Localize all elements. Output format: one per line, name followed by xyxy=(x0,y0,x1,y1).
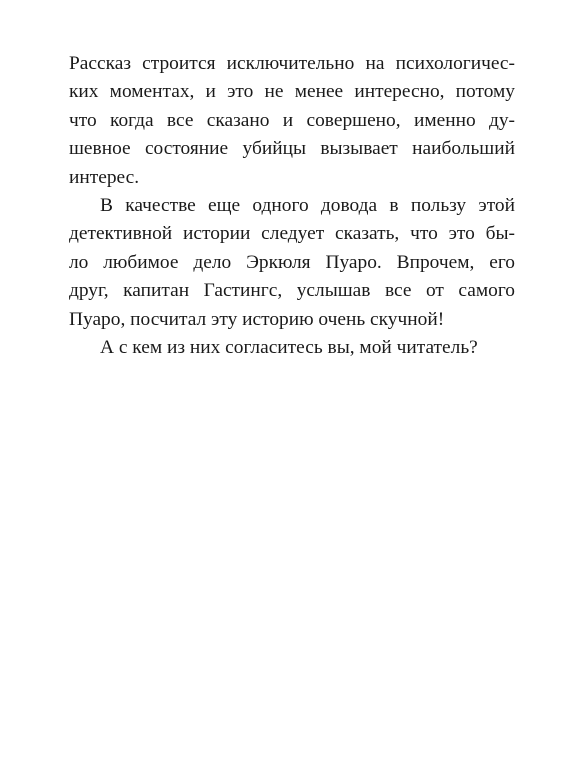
text-line: А с кем из них согласитесь вы, мой читатель? xyxy=(100,336,478,358)
text-line: Рассказ строится исключительно на психологичес- xyxy=(69,53,515,74)
text-line: Пуаро, посчитал эту историю очень скучной! xyxy=(69,308,445,330)
text-line: ких моментах, и это не менее интересно, потому xyxy=(69,81,515,103)
text-line: интерес. xyxy=(69,166,140,188)
paragraph xyxy=(69,192,515,334)
paragraph xyxy=(69,334,515,362)
text-line: ло любимое дело Эркюля Пуаро. Впрочем, его xyxy=(69,251,515,273)
text-line: друг, капитан Гастингс, услышав все от самого xyxy=(69,280,515,302)
text-line: что когда все сказано и совершено, именно ду- xyxy=(69,109,515,131)
body-text xyxy=(69,50,515,362)
text-line: детективной истории следует сказать, что это бы- xyxy=(69,223,515,245)
text-line: В качестве еще одного довода в пользу этой xyxy=(100,194,515,216)
text-line: шевное состояние убийцы вызывает наибольший xyxy=(69,138,515,160)
paragraph xyxy=(69,50,515,192)
